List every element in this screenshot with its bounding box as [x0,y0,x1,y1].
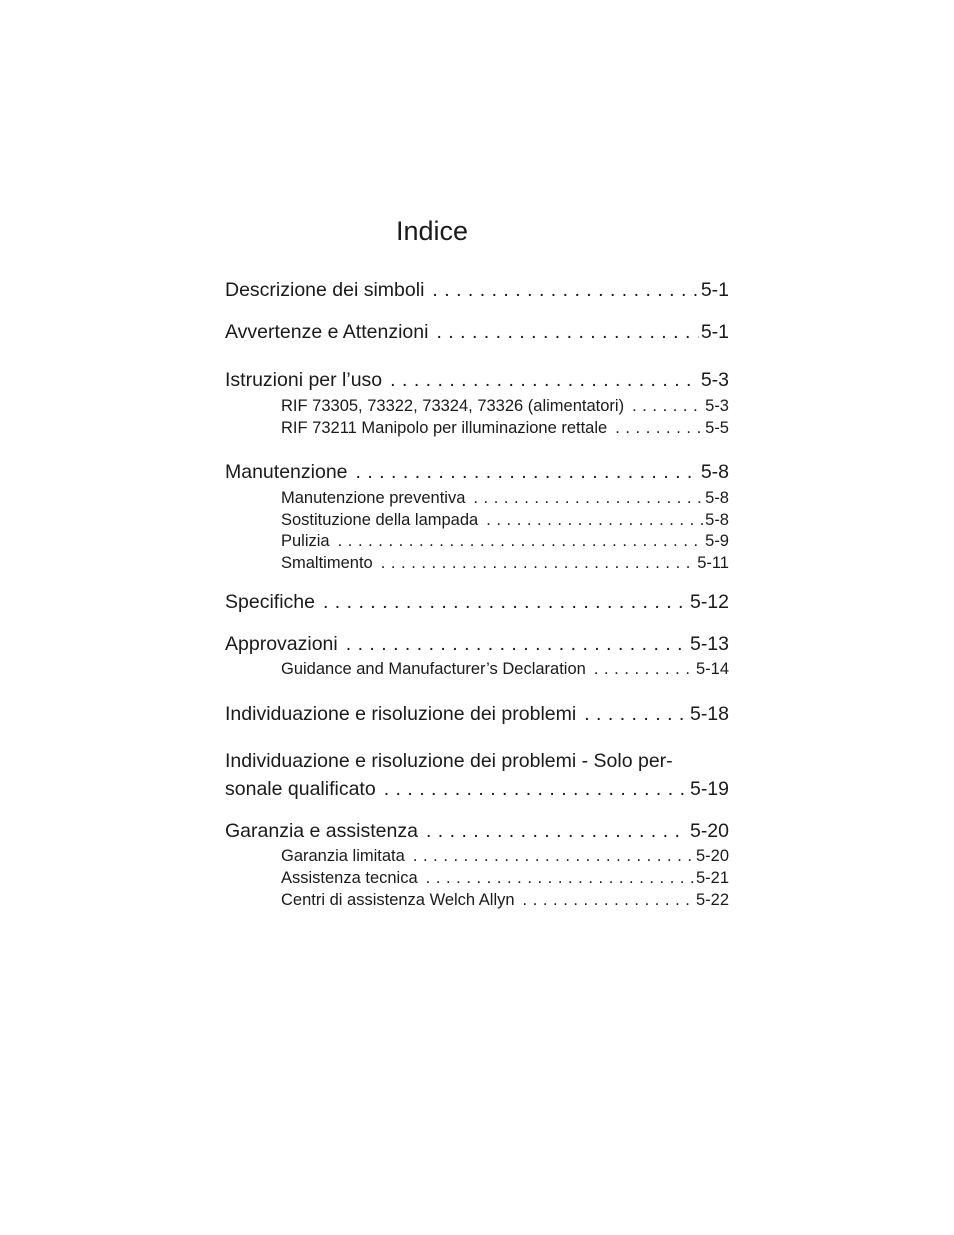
toc-entry-risoluzione-problemi[interactable] [225,701,729,727]
dot-leader [338,530,704,552]
toc-entry-label: Garanzia limitata [281,847,405,865]
toc-subentry-guidance[interactable] [281,658,729,680]
toc-entry-page: 5-1 [700,279,729,301]
dot-leader [384,776,688,802]
toc-entry-page: 5-12 [689,591,729,613]
toc-entry-garanzia-assistenza[interactable] [225,818,729,844]
toc-entry-page: 5-8 [705,511,729,529]
dot-leader [432,277,698,303]
toc-entry-page: 5-18 [689,703,729,725]
toc-entry-label: sonale qualificato [225,778,376,800]
toc-entry-page: 5-5 [705,419,729,437]
toc-subentry-centri-assistenza[interactable] [281,889,729,911]
toc-subentry-sostituzione-lampada[interactable] [281,509,729,531]
toc-entry-label: Manutenzione [225,461,348,483]
toc-entry-label: RIF 73211 Manipolo per illuminazione rettale [281,419,608,437]
toc-entry-label: RIF 73305, 73322, 73324, 73326 (alimentatori) [281,397,625,415]
toc-entry-page: 5-21 [695,869,729,887]
toc-entry-label: Descrizione dei simboli [225,279,425,301]
dot-leader [584,701,688,727]
toc-entry-label: Individuazione e risoluzione dei problemi [225,703,577,725]
dot-leader [632,395,703,417]
dot-leader [381,552,695,574]
toc-entry-label: Istruzioni per l’uso [225,369,383,391]
toc-entry-page: 5-3 [705,397,729,415]
toc-entry-specifiche[interactable] [225,589,729,615]
toc-entry-label: Pulizia [281,532,330,550]
dot-leader [594,658,694,680]
toc-entry-page: 5-3 [700,369,729,391]
dot-leader [615,417,703,439]
dot-leader [523,889,694,911]
dot-leader [486,509,703,531]
dot-leader [413,845,694,867]
toc-subentry-assistenza-tecnica[interactable] [281,867,729,889]
toc-entry-manutenzione[interactable] [225,459,729,485]
toc-entry-label: Centri di assistenza Welch Allyn [281,891,515,909]
toc-entry-label: Smaltimento [281,554,373,572]
toc-entry-approvazioni[interactable] [225,631,729,657]
toc-entry-label: Guidance and Manufacturer’s Declaration [281,660,586,678]
dot-leader [426,818,688,844]
toc-entry-label: Garanzia e assistenza [225,820,418,842]
toc-entry-descrizione-simboli[interactable] [225,277,729,303]
toc-entry-page: 5-9 [705,532,729,550]
toc-entry-label: Sostituzione della lampada [281,511,479,529]
toc-entry-page: 5-8 [700,461,729,483]
dot-leader [426,867,694,889]
toc-entry-risoluzione-qualificato-line1[interactable]: Individuazione e risoluzione dei problemi - Solo per- [225,750,673,772]
toc-entry-page: 5-19 [689,778,729,800]
dot-leader [323,589,688,615]
toc-subentry-rif-manipolo[interactable] [281,417,729,439]
toc-entry-label: Avvertenze e Attenzioni [225,321,429,343]
toc-entry-page: 5-20 [689,820,729,842]
toc-entry-page: 5-22 [695,891,729,909]
toc-entry-istruzioni[interactable] [225,367,729,393]
toc-entry-page: 5-8 [705,489,729,507]
toc-entry-page: 5-13 [689,633,729,655]
toc-subentry-rif-alimentatori[interactable] [281,395,729,417]
toc-entry-page: 5-20 [695,847,729,865]
dot-leader [473,487,703,509]
toc-entry-page: 5-1 [700,321,729,343]
dot-leader [390,367,699,393]
toc-entry-avvertenze[interactable] [225,319,729,345]
toc-subentry-pulizia[interactable] [281,530,729,552]
dot-leader [356,459,699,485]
toc-entry-label: Assistenza tecnica [281,869,418,887]
toc-subentry-manutenzione-preventiva[interactable] [281,487,729,509]
toc-subentry-garanzia-limitata[interactable] [281,845,729,867]
toc-entry-page: 5-11 [697,554,729,572]
toc-entry-page: 5-14 [695,660,729,678]
dot-leader [436,319,698,345]
toc-subentry-smaltimento[interactable] [281,552,729,574]
toc-entry-label: Manutenzione preventiva [281,489,466,507]
toc-entry-risoluzione-qualificato[interactable] [225,776,729,802]
page-title: Indice [396,216,469,246]
dot-leader [346,631,688,657]
toc-entry-label: Specifiche [225,591,315,613]
toc-entry-label: Approvazioni [225,633,338,655]
